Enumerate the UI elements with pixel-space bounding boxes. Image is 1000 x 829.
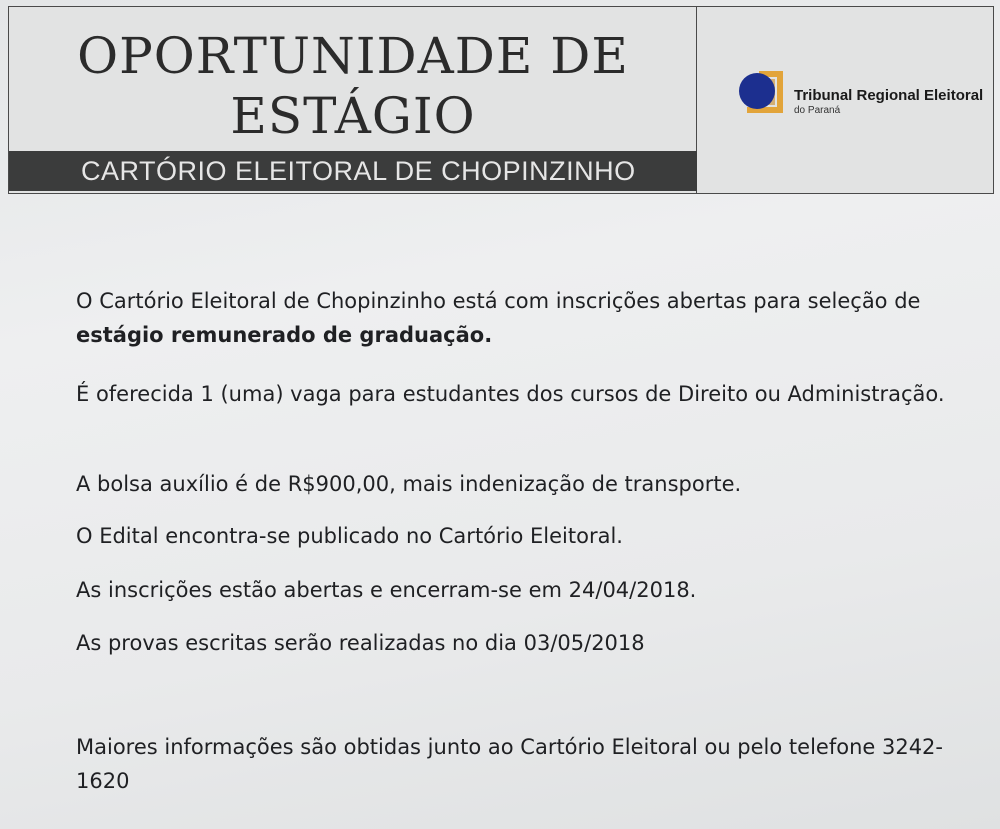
paragraph-informacoes: Maiores informações são obtidas junto ao Cartório Eleitoral ou pelo telefone 3242-1620 (76, 735, 943, 793)
tre-logo-icon (737, 67, 785, 115)
paragraph-vaga: É oferecida 1 (uma) vaga para estudantes dos cursos de Direito ou Administração. (76, 382, 945, 406)
paragraph-provas: As provas escritas serão realizadas no dia 03/05/2018 (76, 631, 645, 655)
subtitle-text: CARTÓRIO ELEITORAL DE CHOPINZINHO (81, 156, 636, 186)
paragraph-edital: O Edital encontra-se publicado no Cartório Eleitoral. (76, 524, 623, 548)
paragraph-inscricoes-text: O Cartório Eleitoral de Chopinzinho está com inscrições abertas para seleção de (76, 289, 921, 313)
paragraph-inscricoes-bold: estágio remunerado de graduação (76, 323, 485, 347)
title-line-1: OPORTUNIDADE DE (77, 27, 629, 85)
logo-sub: do Paraná (794, 105, 841, 116)
title-line-2: ESTÁGIO (230, 87, 476, 145)
logo-cell (697, 7, 993, 193)
header-box (8, 6, 994, 194)
paragraph-bolsa: A bolsa auxílio é de R$900,00, mais indenização de transporte. (76, 472, 742, 496)
paragraph-prazo: As inscrições estão abertas e encerram-se em 24/04/2018. (76, 578, 697, 602)
paragraph-inscricoes (76, 284, 956, 352)
subtitle-bar (9, 151, 697, 191)
logo-name: Tribunal Regional Eleitoral (794, 87, 984, 104)
paragraph-inscricoes-end: . (484, 323, 493, 347)
title-cell (9, 7, 697, 193)
